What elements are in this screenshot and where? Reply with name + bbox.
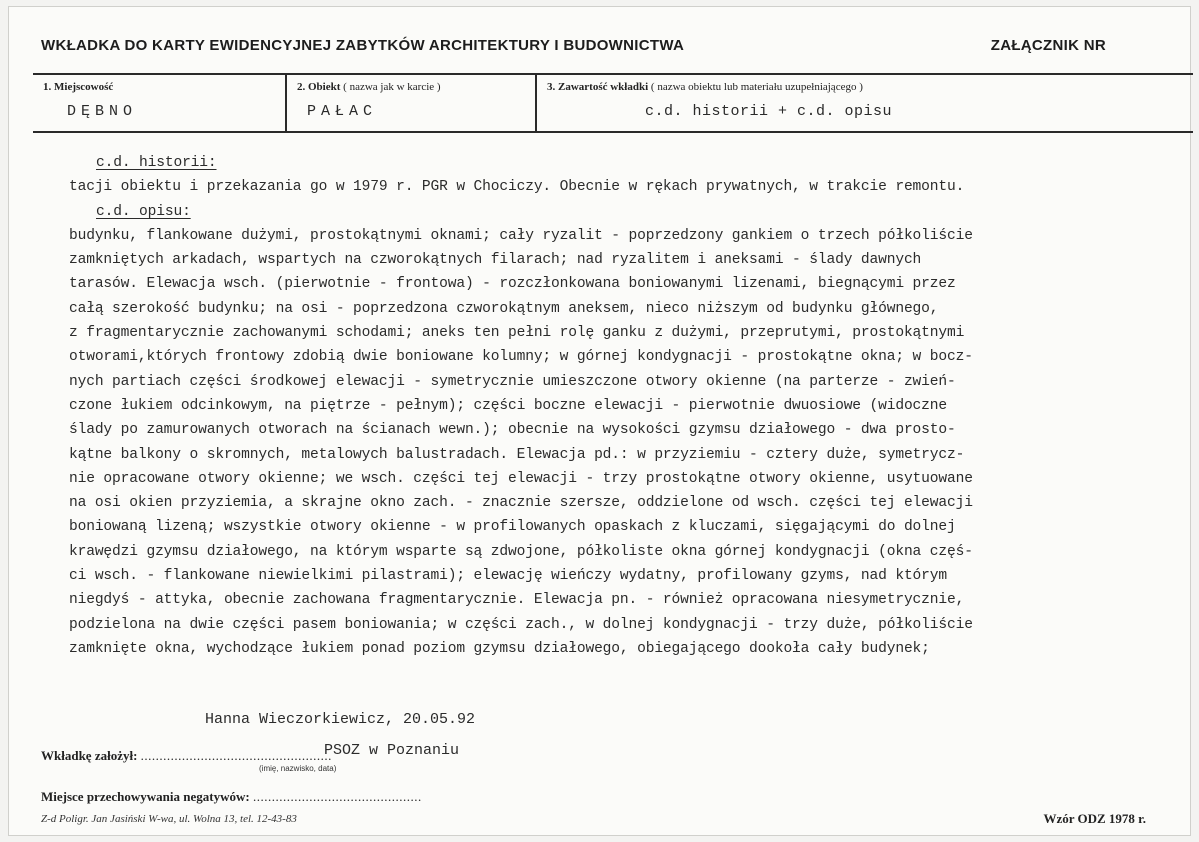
form-title: WKŁADKA DO KARTY EWIDENCYJNEJ ZABYTKÓW ARCHITEKTURY I BUDOWNICTWA <box>41 37 685 54</box>
text-line: całą szerokość budynku; na osi - poprzedzona czworokątnym aneksem, nieco niższym od budynku głównego, <box>69 300 939 317</box>
text-line: zamkniętych arkadach, wspartych na czworokątnych filarach; nad ryzalitem i aneksami - ślady dawnych <box>69 252 922 269</box>
field-locality-label: 1. Miejscowość <box>43 81 114 93</box>
text-line: tarasów. Elewacja wsch. (pierwotnie - frontowa) - rozczłonkowana boniowanymi lizenami, biegnącymi przez <box>69 276 956 293</box>
field-locality-value: DĘBNO <box>67 103 138 120</box>
annex-number-label: ZAŁĄCZNIK NR <box>990 37 1106 54</box>
text-line: niegdyś - attyka, obecnie zachowana fragmentarycznie. Elewacja pn. - również opracowana niesymetrycznie, <box>69 592 965 609</box>
negatives-row <box>41 789 422 805</box>
text-line: nie opracowane otwory okienne; we wsch. części tej elewacji - trzy prostokątne otwory okienne, usytuowane <box>69 470 973 487</box>
founder-label: Wkładkę założył: <box>41 748 138 763</box>
field-content-label: 3. Zawartość wkładki ( nazwa obiektu lub materiału uzupełniającego ) <box>547 81 863 93</box>
text-line: czone łukiem odcinkowym, na piętrze - pełnym); części boczne elewacji - pierwotnie dwuosiowe (widoczne <box>69 397 947 414</box>
negatives-dotted-line: ............................................. <box>252 789 422 804</box>
field-object-label: 2. Obiekt ( nazwa jak w karcie ) <box>297 81 441 93</box>
founder-hint: (imię, nazwisko, data) <box>259 764 337 773</box>
field-object-value: PAŁAC <box>307 103 378 120</box>
header-fields <box>33 73 1193 133</box>
form-sheet <box>8 6 1191 836</box>
founder-row <box>41 748 332 764</box>
form-model: Wzór ODZ 1978 r. <box>1043 811 1146 826</box>
field-object <box>285 75 535 131</box>
field-locality <box>33 75 285 131</box>
text-line: z fragmentarycznie zachowanymi schodami; aneks ten pełni rolę ganku z dużymi, przeprutymi, prostokątnymi <box>69 325 965 342</box>
text-line: krawędzi gzymsu działowego, na którym wsparte są zdwojone, półkoliste okna górnej kondygnacji (okna częś- <box>69 543 973 560</box>
printer-imprint: Z-d Poligr. Jan Jasiński W-wa, ul. Wolna 13, tel. 12-43-83 <box>41 813 297 825</box>
text-line: kątne balkony o skromnych, metalowych balustradach. Elewacja pd.: w przyziemiu - cztery duże, symetrycz- <box>69 446 965 463</box>
description-heading: c.d. opisu: <box>96 203 191 220</box>
negatives-label: Miejsce przechowywania negatywów: <box>41 789 250 804</box>
text-line: podzielona na dwie części pasem boniowania; w części zach., w dolnej kondygnacji - trzy duże, półkoliście <box>69 616 973 633</box>
text-line: budynku, flankowane dużymi, prostokątnymi oknami; cały ryzalit - poprzedzony gankiem o trzech półkoliście <box>69 227 973 244</box>
typed-text-body <box>69 151 1099 661</box>
founder-value: PSOZ w Poznaniu <box>324 742 460 759</box>
text-line: ślady po zamurowanych otworach na ścianach wewn.); obecnie na wysokości gzymsu działowego - dwa prosto- <box>69 422 956 439</box>
text-line: zamknięte okna, wychodzące łukiem ponad poziom gzymsu działowego, obiegającego dookoła cały budynek; <box>69 640 930 657</box>
founder-dotted-line: ................................................... <box>140 748 332 763</box>
field-content-value: c.d. historii + c.d. opisu <box>645 103 893 120</box>
field-content <box>535 75 1193 131</box>
text-line: otworami,których frontowy zdobią dwie boniowane kolumny; w górnej kondygnacji - prostokątne okna; w bocz- <box>69 349 973 366</box>
author-signature: Hanna Wieczorkiewicz, 20.05.92 <box>205 711 476 728</box>
text-line: nych partiach części środkowej elewacji - symetrycznie umieszczone otwory okienne (na parterze - zwień- <box>69 373 956 390</box>
text-line: ci wsch. - flankowane niewielkimi pilastrami); elewację wieńczy wydatny, profilowany gzyms, nad którym <box>69 568 947 585</box>
text-line: tacji obiektu i przekazania go w 1979 r. PGR w Chociczy. Obecnie w rękach prywatnych, w trakcie remontu. <box>69 179 965 196</box>
text-line: na osi okien przyziemia, a skrajne okno zach. - znacznie szersze, oddzielone od wsch. części tej elewacji <box>69 495 973 512</box>
text-line: boniowaną lizeną; wszystkie otwory okienne - w profilowanych opaskach z kluczami, sięgającymi do dolnej <box>69 519 956 536</box>
history-heading: c.d. historii: <box>96 155 217 171</box>
